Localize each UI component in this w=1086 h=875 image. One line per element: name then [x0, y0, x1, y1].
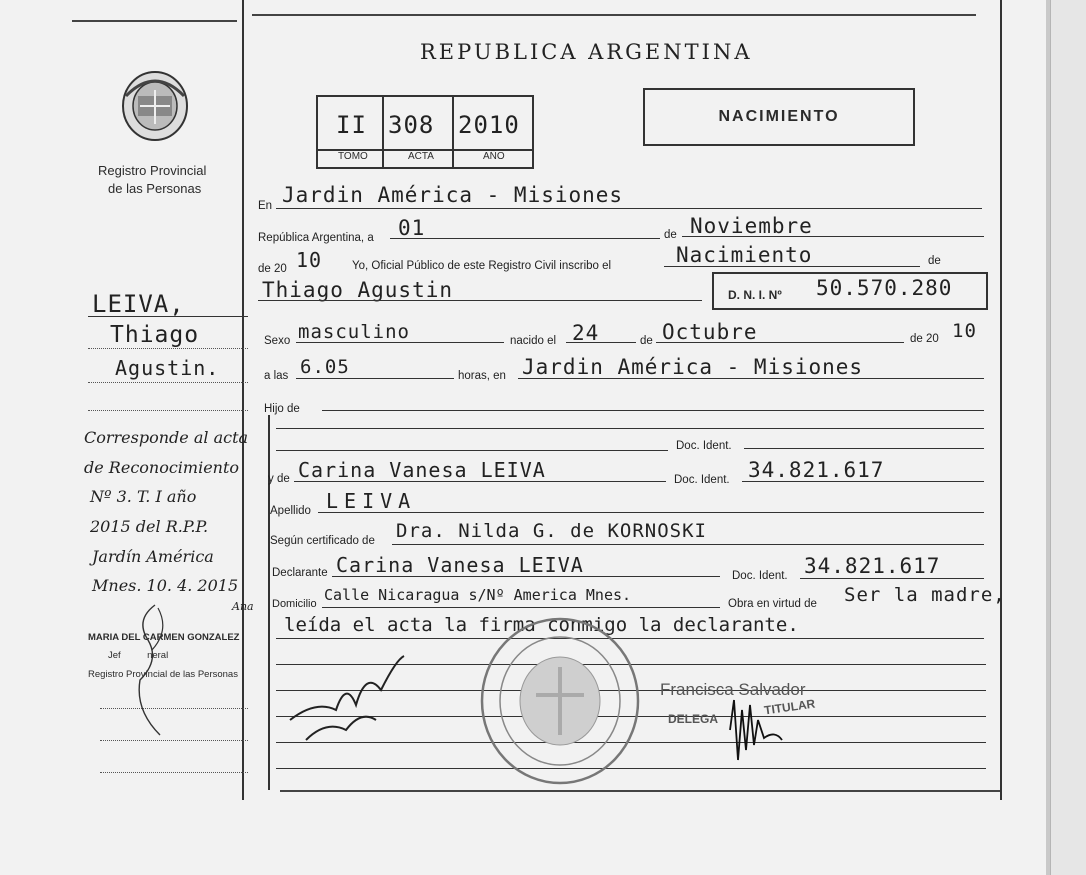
month-value: Noviembre — [690, 214, 813, 238]
officer-role2: TITULAR — [763, 696, 817, 718]
frame-right-line — [1000, 0, 1002, 800]
dni-value: 50.570.280 — [816, 276, 953, 300]
org-name-line2: de las Personas — [108, 181, 202, 196]
year-value: 10 — [296, 248, 323, 272]
alas-label: a las — [264, 370, 289, 382]
bottom-rule — [280, 790, 1000, 792]
anio-label: AÑO — [483, 151, 505, 162]
acta-value: 308 — [388, 111, 435, 139]
doc-ident2-label: Doc. Ident. — [674, 474, 730, 486]
sidebar-given2: Agustin. — [115, 356, 220, 380]
declarante-value: Carina Vanesa LEIVA — [336, 553, 584, 577]
year-prefix: de 20 — [258, 263, 287, 275]
declarant-signature — [286, 650, 416, 750]
frame-left-line — [242, 0, 244, 800]
en-label: En — [258, 200, 273, 212]
officer-name: Francisca Salvador — [660, 680, 806, 699]
oficial-text: Yo, Oficial Público de este Registro Civil inscribo el — [352, 260, 612, 272]
name-value: Thiago Agustin — [262, 278, 454, 302]
org-name-line1: Registro Provincial — [98, 163, 207, 178]
place-value: Jardin América - Misiones — [282, 183, 624, 207]
sexo-label: Sexo — [264, 335, 291, 347]
doctor-value: Dra. Nilda G. de KORNOSKI — [396, 520, 707, 542]
note-line-1: Corresponde al acta — [84, 428, 249, 447]
hijo-label: Hijo de — [264, 403, 300, 415]
birth-month: Octubre — [662, 320, 758, 344]
note-line-6: Mnes. 10. 4. 2015 — [92, 576, 239, 595]
birth-day: 24 — [572, 321, 600, 345]
day-value: 01 — [398, 216, 426, 240]
domicilio-label: Domicilio — [272, 598, 317, 610]
note-line-4: 2015 del R.P.P. — [90, 517, 209, 536]
note-signature-mark: Ana — [232, 600, 254, 613]
de-label: de — [664, 229, 677, 241]
provincial-seal — [118, 66, 192, 144]
birth-year: 10 — [952, 320, 977, 342]
dni-box — [712, 272, 988, 310]
event-value: Nacimiento — [676, 243, 813, 267]
sidebar-officer-title: Jef neral — [108, 650, 169, 661]
acta-label: ACTA — [408, 151, 434, 162]
sidebar-surname: LEIVA, — [92, 290, 185, 318]
frame-inner-left-line — [268, 415, 270, 790]
yde-label: y de — [268, 473, 290, 485]
closing-line: leída el acta la firma conmigo la declarante. — [284, 614, 799, 636]
year2-prefix: de 20 — [910, 333, 939, 345]
sidebar-given1: Thiago — [110, 322, 200, 348]
anio-value: 2010 — [458, 111, 520, 139]
record-type: NACIMIENTO — [718, 108, 840, 125]
declarante-doc: 34.821.617 — [804, 554, 941, 578]
sidebar-officer-org: Registro Provincial de las Personas — [88, 669, 238, 680]
sidebar-officer-name: MARIA DEL CARMEN GONZALEZ — [88, 632, 240, 643]
segun-label: Según certificado de — [270, 535, 375, 547]
nacido-label: nacido el — [510, 335, 557, 347]
obra-value: Ser la madre, — [844, 584, 1006, 606]
official-stamp — [476, 615, 644, 787]
hour-value: 6.05 — [300, 356, 350, 378]
top-rule-left — [72, 20, 237, 22]
apellido-label: Apellido — [270, 505, 311, 517]
record-type-box — [643, 88, 915, 146]
sexo-value: masculino — [298, 321, 410, 343]
page-edge — [1050, 0, 1086, 875]
note-line-2: de Reconocimiento — [84, 458, 240, 477]
declarante-label: Declarante — [272, 567, 328, 579]
officer-role1: DELEGA — [668, 712, 719, 726]
doc-ident-label: Doc. Ident. — [676, 440, 732, 452]
obra-label: Obra en virtud de — [728, 598, 817, 610]
republica-label: República Argentina, a — [258, 232, 374, 244]
doc-ident3-label: Doc. Ident. — [732, 570, 788, 582]
horas-label: horas, en — [458, 370, 506, 382]
officer-signature — [720, 690, 790, 770]
domicilio-value: Calle Nicaragua s/Nº America Mnes. — [324, 586, 632, 604]
note-line-3: Nº 3. T. I año — [90, 487, 197, 506]
top-rule-right — [252, 14, 976, 16]
dni-label: D. N. I. Nº — [728, 288, 782, 302]
tomo-value: II — [336, 111, 367, 139]
apellido-value: LEIVA — [326, 489, 417, 513]
country-title: REPUBLICA ARGENTINA — [420, 40, 753, 64]
de2-label: de — [928, 255, 941, 267]
mother-doc: 34.821.617 — [748, 458, 885, 482]
de3-label: de — [640, 335, 653, 347]
mother-name: Carina Vanesa LEIVA — [298, 458, 546, 482]
birth-place: Jardin América - Misiones — [522, 355, 864, 379]
note-line-5: Jardín América — [92, 547, 214, 566]
tomo-label: TOMO — [338, 151, 368, 162]
registry-box — [316, 95, 534, 169]
